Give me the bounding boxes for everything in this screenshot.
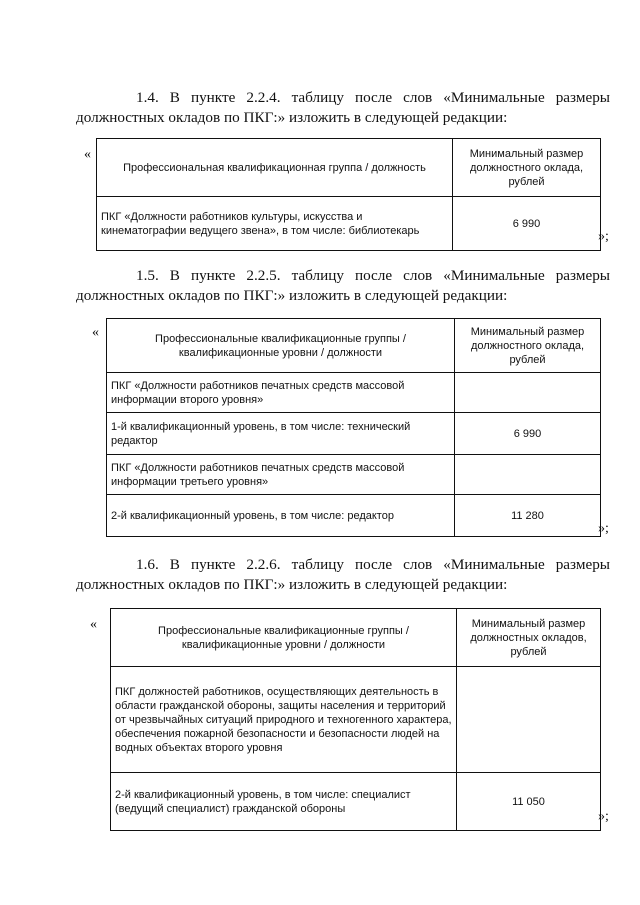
paragraph-1-6 [76,555,610,595]
table-row [97,197,601,251]
paragraph-line-2: должностных окладов по ПКГ:» изложить в следующей редакции: [76,109,508,126]
header-salary: Минимальный размер должностного оклада, рублей [453,139,601,197]
header-salary: Минимальный размер должностных окладов, рублей [457,609,601,667]
table-header-row [111,609,601,667]
header-position: Профессиональная квалификационная группа / должность [97,139,453,197]
quote-open: « [92,325,99,340]
paragraph-line-2: должностных окладов по ПКГ:» изложить в следующей редакции: [76,576,508,593]
row-position: ПКГ «Должности работников печатных средств массовой информации второго уровня» [107,373,455,413]
paragraph-line-1: 1.4. В пункте 2.2.4. таблицу после слов «Минимальные размеры [136,89,610,106]
header-salary: Минимальный размер должностного оклада, рублей [455,319,601,373]
row-salary: 6 990 [455,413,601,455]
row-position: ПКГ «Должности работников культуры, искусства и кинематографии ведущего звена», в том числе: библиотекарь [97,197,453,251]
row-salary: 6 990 [453,197,601,251]
header-position: Профессиональные квалификационные группы / квалификационные уровни / должности [107,319,455,373]
table-row [111,667,601,773]
table-header-row [107,319,601,373]
row-position: 1-й квалификационный уровень, в том числе: технический редактор [107,413,455,455]
quote-open: « [90,617,97,632]
table-2-2-5 [106,318,601,537]
quote-close: »; [598,809,609,824]
paragraph-1-5 [76,266,610,306]
row-salary: 11 280 [455,495,601,537]
table-2-2-4 [96,138,601,251]
row-position: ПКГ «Должности работников печатных средств массовой информации третьего уровня» [107,455,455,495]
paragraph-line-1: 1.5. В пункте 2.2.5. таблицу после слов «Минимальные размеры [136,267,610,284]
table-row [107,495,601,537]
table-2-2-6 [110,608,601,831]
table-header-row [97,139,601,197]
quote-close: »; [598,521,609,536]
row-position: 2-й квалификационный уровень, в том числе: редактор [107,495,455,537]
row-salary: 11 050 [457,773,601,831]
row-salary [457,667,601,773]
quote-open: « [84,147,91,162]
table-row [111,773,601,831]
row-position: 2-й квалификационный уровень, в том числе: специалист (ведущий специалист) гражданской обороны [111,773,457,831]
paragraph-line-2: должностных окладов по ПКГ:» изложить в следующей редакции: [76,287,508,304]
paragraph-line-1: 1.6. В пункте 2.2.6. таблицу после слов «Минимальные размеры [136,556,610,573]
header-position: Профессиональные квалификационные группы / квалификационные уровни / должности [111,609,457,667]
paragraph-1-4 [76,88,610,128]
table-row [107,413,601,455]
table-row [107,373,601,413]
quote-close: »; [598,229,609,244]
row-salary [455,455,601,495]
row-position: ПКГ должностей работников, осуществляющих деятельность в области гражданской обороны, защиты населения и территорий от чрезвычайных ситуаций природного и техногенного характера, обеспечения пожарной безопасности и безопасности людей на водных объектах второго уровня [111,667,457,773]
table-row [107,455,601,495]
row-salary [455,373,601,413]
